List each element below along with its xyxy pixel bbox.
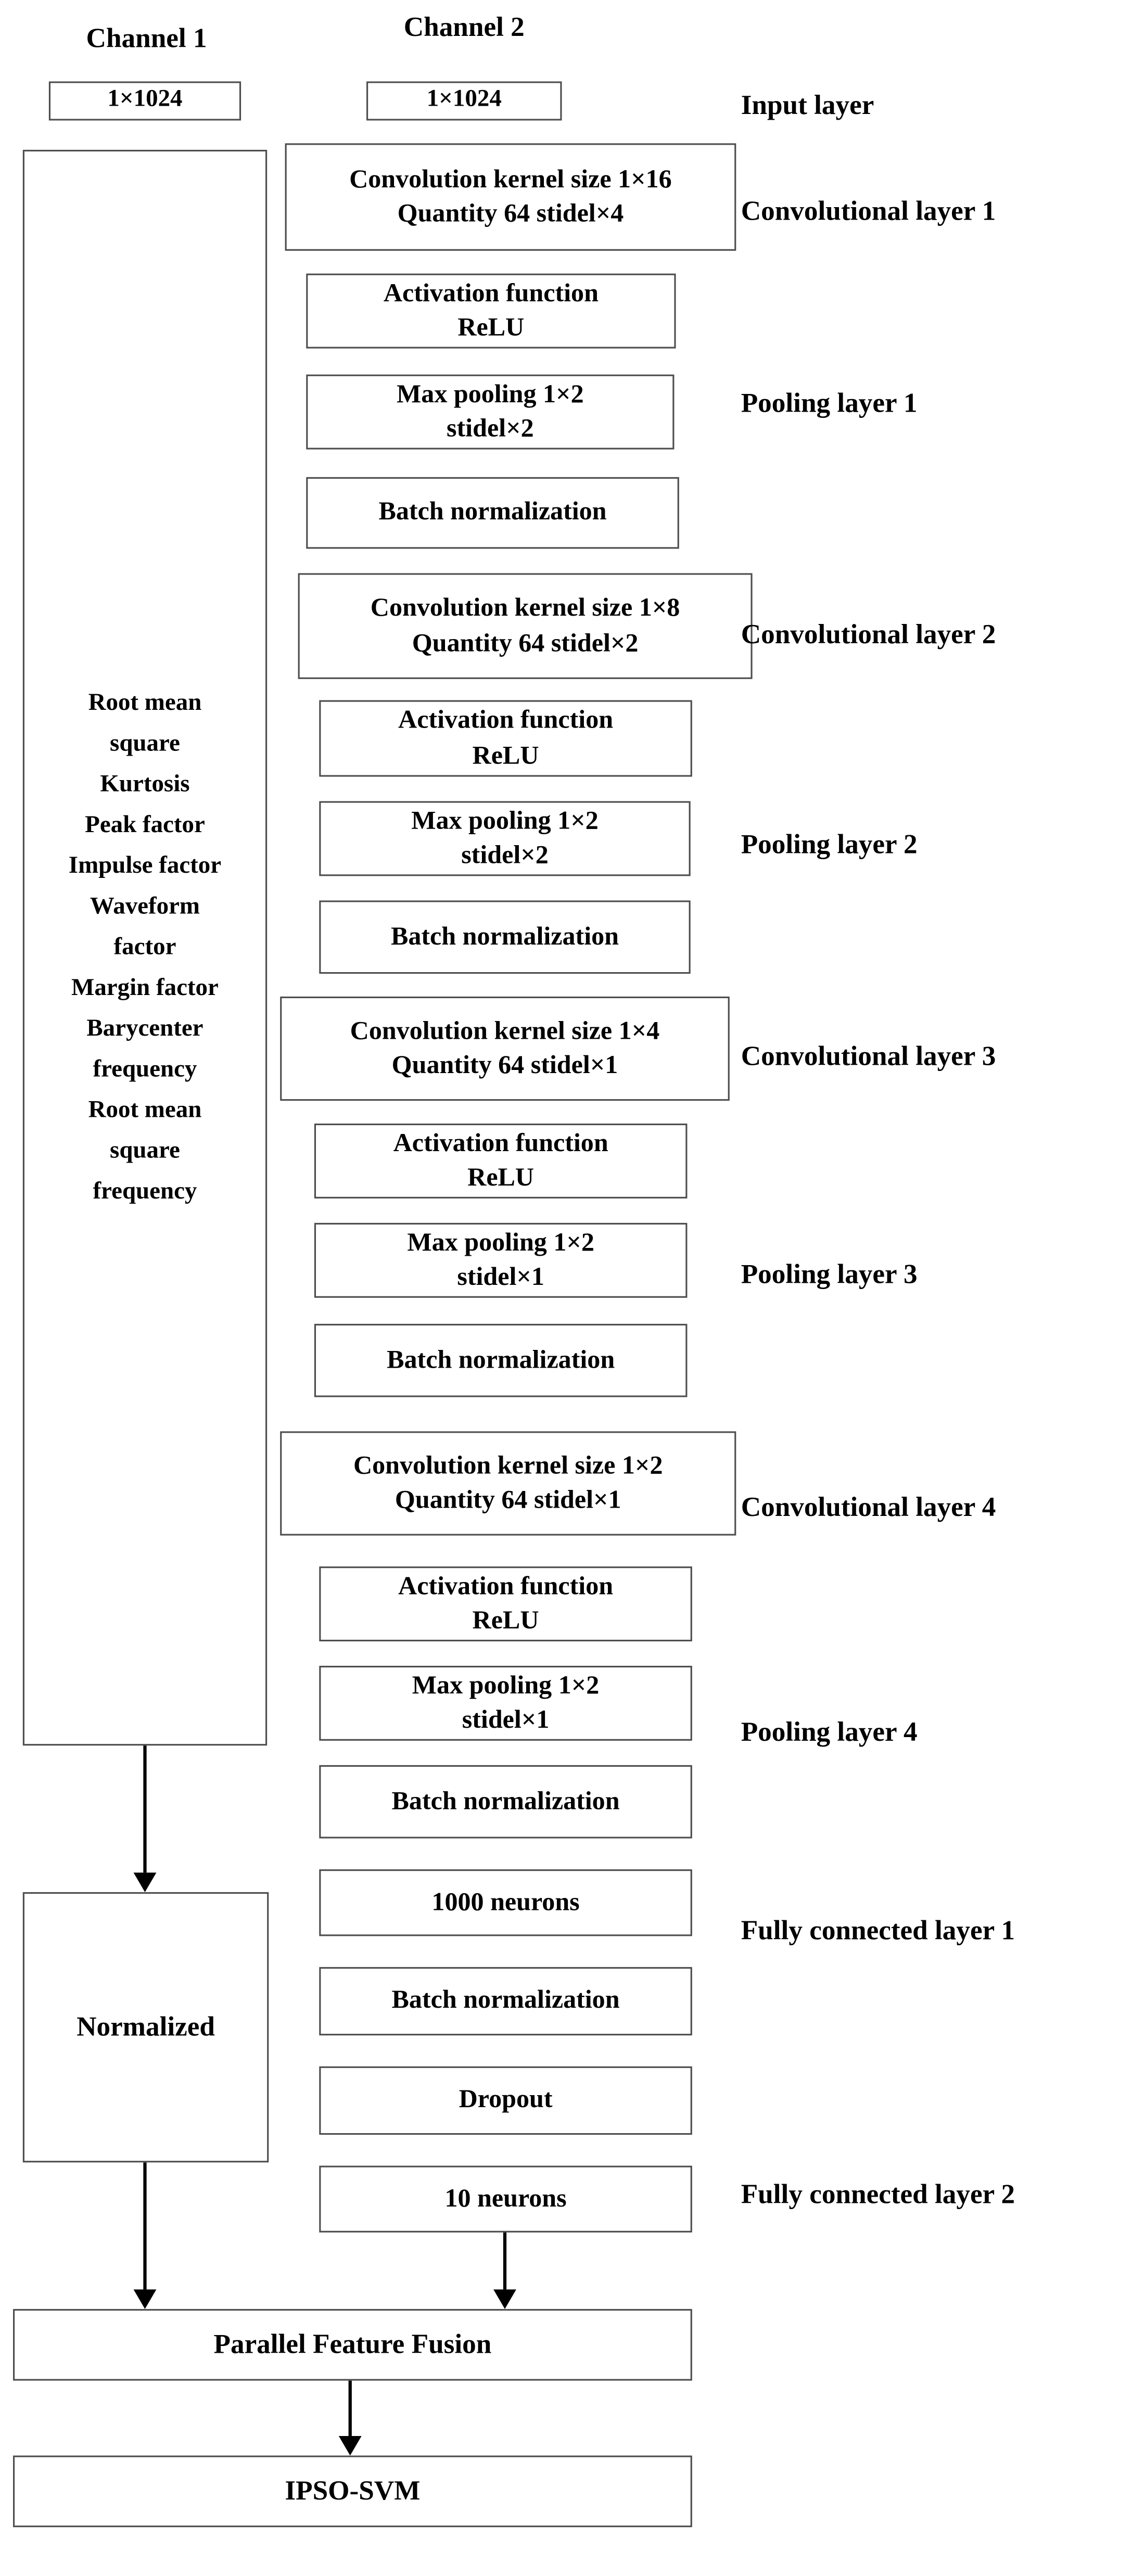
box-line: Quantity 64 stidel×1 xyxy=(395,1486,621,1514)
side-label-pooling-layer-2: Pooling layer 2 xyxy=(741,828,918,860)
batch-normalization-2-box xyxy=(319,900,690,974)
box-line: 10 neurons xyxy=(444,2185,567,2213)
side-label-fc-layer-2: Fully connected layer 2 xyxy=(741,2178,1015,2210)
channel2-input-label: 1×1024 xyxy=(426,86,502,113)
box-line: stidel×1 xyxy=(462,1706,550,1735)
box-line: Convolution kernel size 1×4 xyxy=(350,1017,660,1045)
activation-relu-2-box xyxy=(319,700,692,776)
arrow-head-icon xyxy=(493,2289,516,2309)
side-label-pooling-layer-4: Pooling layer 4 xyxy=(741,1716,918,1748)
channel2-input-box xyxy=(366,81,562,120)
arrow-line xyxy=(503,2233,506,2290)
side-label-conv-layer-3: Convolutional layer 3 xyxy=(741,1040,996,1072)
box-line: Dropout xyxy=(459,2086,553,2114)
side-label-input-layer: Input layer xyxy=(741,90,874,121)
arrow-channel2-to-fusion xyxy=(493,2233,516,2309)
box-line: ReLU xyxy=(472,742,539,770)
box-line: Convolution kernel size 1×16 xyxy=(349,165,672,194)
box-line: 1000 neurons xyxy=(431,1889,580,1917)
box-line: Convolution kernel size 1×8 xyxy=(370,595,680,623)
box-line: Quantity 64 stidel×2 xyxy=(412,629,639,657)
feature-item: Kurtosis xyxy=(100,771,190,797)
channel1-features-box xyxy=(23,150,267,1745)
side-label-fc-layer-1: Fully connected layer 1 xyxy=(741,1915,1015,1946)
arrow-fusion-to-classifier xyxy=(339,2381,362,2456)
arrow-head-icon xyxy=(134,2289,157,2309)
activation-relu-4-box xyxy=(319,1566,692,1641)
max-pooling-4-box xyxy=(319,1666,692,1741)
max-pooling-3-box xyxy=(314,1223,688,1298)
channel2-title: Channel 2 xyxy=(403,11,525,43)
box-line: ReLU xyxy=(467,1164,535,1192)
feature-item: Margin factor xyxy=(71,974,219,1001)
side-label-conv-layer-4: Convolutional layer 4 xyxy=(741,1491,996,1523)
box-line: Batch normalization xyxy=(390,923,619,951)
box-line: Max pooling 1×2 xyxy=(407,1229,594,1257)
box-line: Quantity 64 stidel×1 xyxy=(391,1052,618,1080)
feature-item: Barycenter frequency xyxy=(86,1015,203,1082)
box-line: Activation function xyxy=(398,707,614,735)
feature-item: Peak factor xyxy=(85,811,205,838)
box-line: stidel×1 xyxy=(457,1264,544,1292)
feature-item: Impulse factor xyxy=(68,852,222,879)
activation-relu-3-box xyxy=(314,1124,688,1198)
box-line: stidel×2 xyxy=(461,841,549,870)
batch-normalization-5-box xyxy=(319,1967,692,2035)
fc1-neurons-box xyxy=(319,1869,692,1936)
side-label-pooling-layer-3: Pooling layer 3 xyxy=(741,1258,918,1290)
max-pooling-2-box xyxy=(319,801,690,876)
box-line: Batch normalization xyxy=(378,499,607,527)
feature-item: Root mean square xyxy=(88,690,202,757)
box-line: Max pooling 1×2 xyxy=(412,1672,600,1700)
channel1-input-box xyxy=(49,81,241,120)
side-label-pooling-layer-1: Pooling layer 1 xyxy=(741,387,918,419)
box-line: IPSO-SVM xyxy=(285,2475,421,2506)
dropout-box xyxy=(319,2067,692,2135)
max-pooling-1-box xyxy=(306,375,674,450)
box-line: Normalized xyxy=(77,2010,215,2042)
feature-item: Waveform factor xyxy=(90,893,200,960)
activation-relu-1-box xyxy=(306,274,676,349)
box-line: Activation function xyxy=(398,1573,614,1601)
arrow-head-icon xyxy=(339,2436,362,2456)
box-line: Quantity 64 stidel×4 xyxy=(397,200,624,228)
box-line: Max pooling 1×2 xyxy=(397,380,584,409)
box-line: Batch normalization xyxy=(391,1987,620,2015)
conv-layer-4-box xyxy=(280,1431,736,1535)
arrow-line xyxy=(143,2162,146,2289)
batch-normalization-1-box xyxy=(306,477,679,549)
box-line: Activation function xyxy=(393,1130,608,1158)
conv-layer-3-box xyxy=(280,997,730,1101)
box-line: Activation function xyxy=(383,279,599,308)
arrow-line xyxy=(349,2381,352,2436)
box-line: Convolution kernel size 1×2 xyxy=(353,1452,663,1480)
side-label-conv-layer-2: Convolutional layer 2 xyxy=(741,619,996,650)
parallel-feature-fusion-box xyxy=(13,2309,692,2381)
ipso-svm-box xyxy=(13,2456,692,2528)
box-line: Parallel Feature Fusion xyxy=(213,2328,492,2360)
conv-layer-2-box xyxy=(298,573,753,679)
arrow-normalized-to-fusion xyxy=(134,2162,157,2309)
box-line: Batch normalization xyxy=(387,1346,615,1374)
channel1-title: Channel 1 xyxy=(86,22,207,54)
feature-item: Root mean square frequency xyxy=(88,1096,202,1204)
box-line: Max pooling 1×2 xyxy=(411,807,599,835)
arrow-line xyxy=(143,1745,146,1872)
side-label-conv-layer-1: Convolutional layer 1 xyxy=(741,195,996,226)
channel1-input-label: 1×1024 xyxy=(107,86,183,113)
box-line: Batch normalization xyxy=(391,1788,620,1816)
box-line: ReLU xyxy=(472,1607,539,1635)
box-line: ReLU xyxy=(457,314,525,342)
fc2-neurons-box xyxy=(319,2166,692,2233)
batch-normalization-3-box xyxy=(314,1324,688,1397)
normalized-box xyxy=(23,1892,269,2162)
arrow-head-icon xyxy=(134,1872,157,1892)
batch-normalization-4-box xyxy=(319,1765,692,1839)
arrow-channel1-to-normalized xyxy=(134,1745,157,1892)
conv-layer-1-box xyxy=(285,143,736,251)
box-line: stidel×2 xyxy=(447,415,534,443)
